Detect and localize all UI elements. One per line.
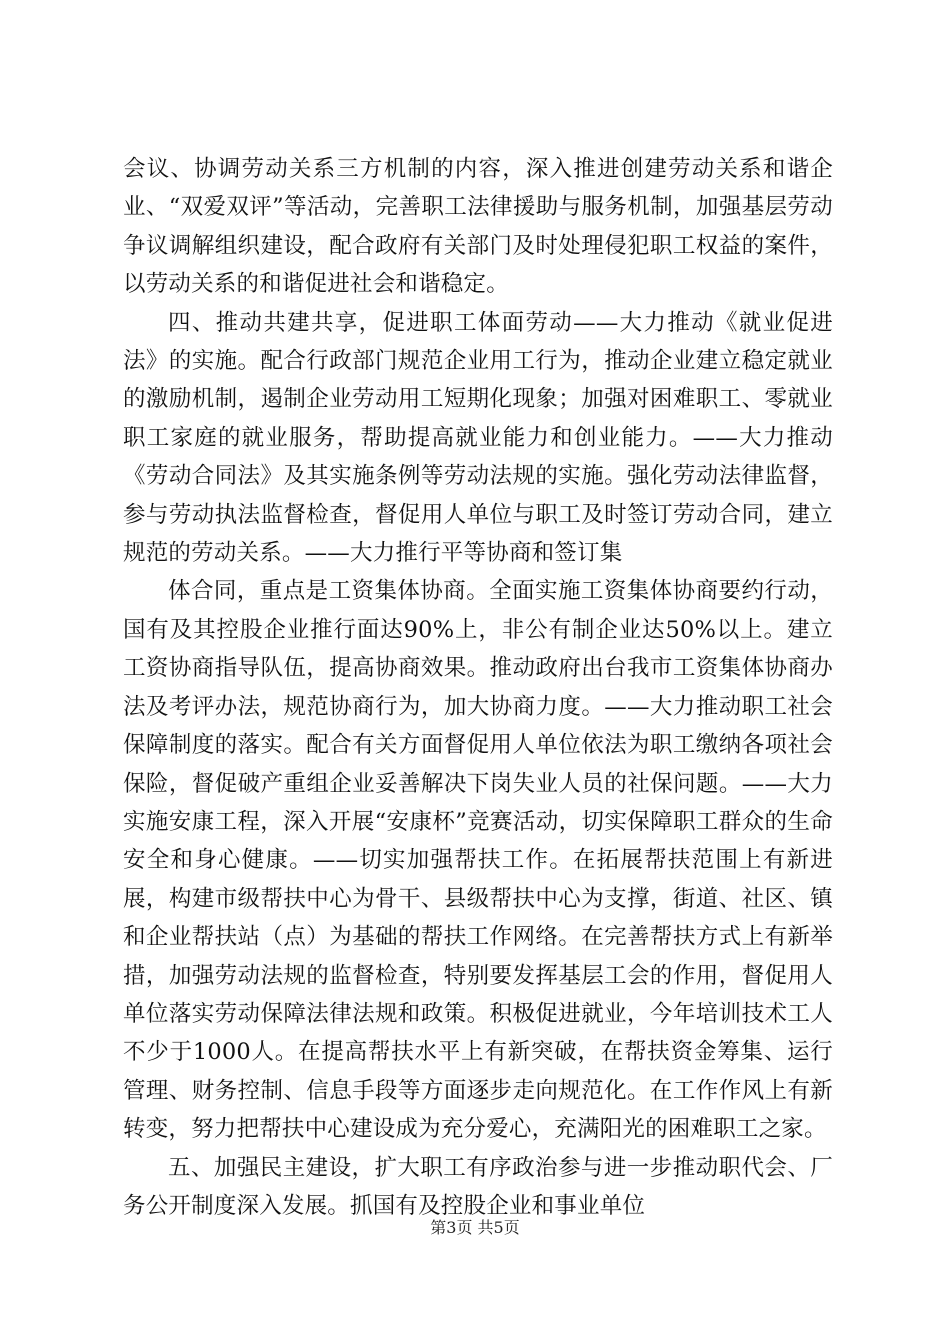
- page-number-footer: 第3页 共5页: [430, 1218, 520, 1237]
- paragraph-section-four: 四、推动共建共享，促进职工体面劳动——大力推动《就业促进法》的实施。配合行政部门规范企业用工行为，推动企业建立稳定就业的激励机制，遏制企业劳动用工短期化现象；加强对困难职工、零就业职工家庭的就业服务，帮助提高就业能力和创业能力。——大力推动《劳动合同法》及其实施条例等劳动法规的实施。强化劳动法律监督，参与劳动执法监督检查，督促用人单位与职工及时签订劳动合同，建立规范的劳动关系。——大力推行平等协商和签订集: [123, 309, 833, 567]
- paragraph-collective-contract: 体合同，重点是工资集体协商。全面实施工资集体协商要约行动，国有及其控股企业推行面达90%上，非公有制企业达50%以上。建立工资协商指导队伍，提高协商效果。推动政府出台我市工资集体协商办法及考评办法，规范协商行为，加大协商力度。——大力推动职工社会保障制度的落实。配合有关方面督促用人单位依法为职工缴纳各项社会保险，督促破产重组企业妥善解决下岗失业人员的社保问题。——大力实施安康工程，深入开展“安康杯”竞赛活动，切实保障职工群众的生命安全和身心健康。——切实加强帮扶工作。在拓展帮扶范围上有新进展，构建市级帮扶中心为骨干、县级帮扶中心为支撑，街道、社区、镇和企业帮扶站（点）为基础的帮扶工作网络。在完善帮扶方式上有新举措，加强劳动法规的监督检查，特别要发挥基层工会的作用，督促用人单位落实劳动保障法律法规和政策。积极促进就业，今年培训技术工人不少于1000人。在提高帮扶水平上有新突破，在帮扶资金筹集、运行管理、财务控制、信息手段等方面逐步走向规范化。在工作作风上有新转变，努力把帮扶中心建设成为充分爱心，充满阳光的困难职工之家。: [123, 578, 833, 1143]
- paragraph-section-five: 五、加强民主建设，扩大职工有序政治参与进一步推动职代会、厂务公开制度深入发展。抓国有及控股企业和事业单位: [123, 1154, 833, 1219]
- paragraph-labor-relations: 会议、协调劳动关系三方机制的内容，深入推进创建劳动关系和谐企业、“双爱双评”等活动，完善职工法律援助与服务机制，加强基层劳动争议调解组织建设，配合政府有关部门及时处理侵犯职工权益的案件，以劳动关系的和谐促进社会和谐稳定。: [123, 156, 833, 298]
- document-body: [123, 150, 833, 1225]
